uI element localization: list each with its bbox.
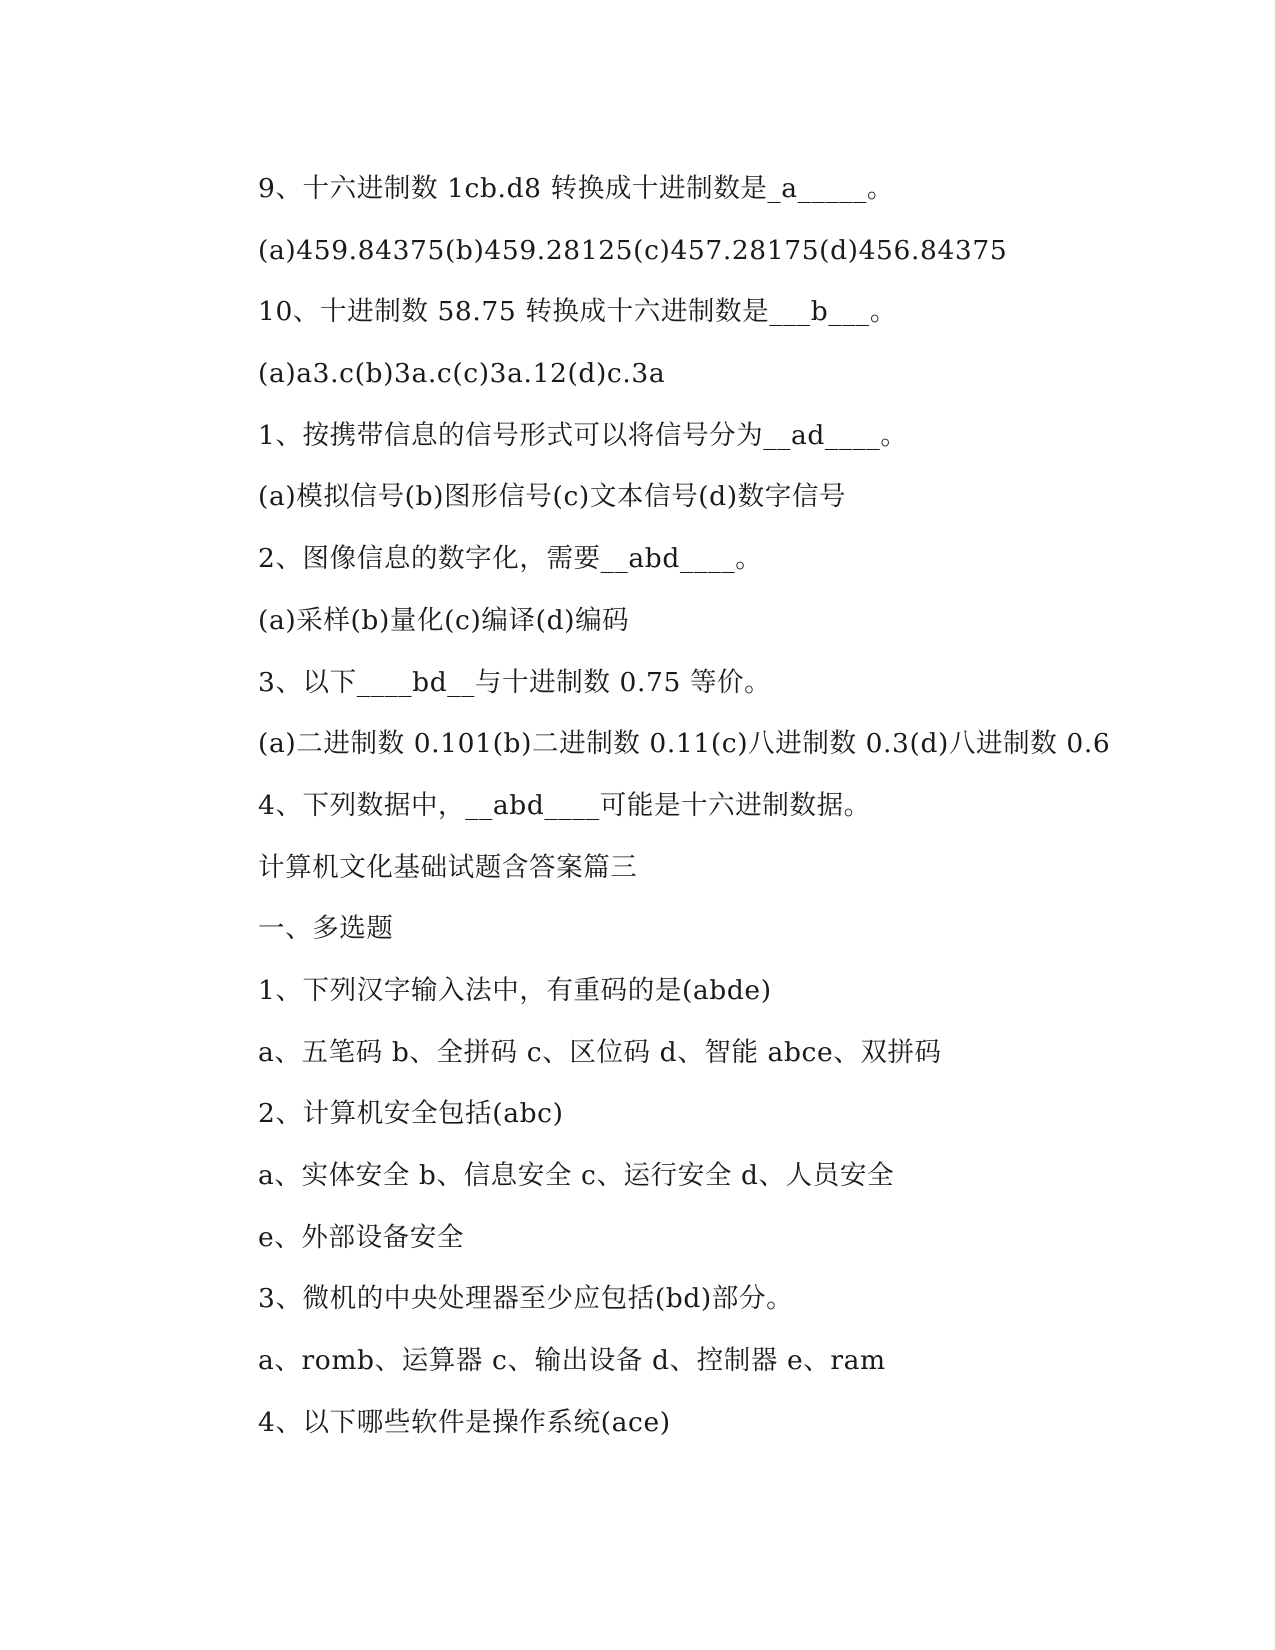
section-subtitle-multiple-choice: 一、多选题 bbox=[258, 913, 394, 945]
p3-question-4-operating-systems: 4、以下哪些软件是操作系统(ace) bbox=[258, 1406, 671, 1438]
multi-question-2-options: (a)采样(b)量化(c)编译(d)编码 bbox=[258, 604, 630, 636]
p3-question-2-options: a、实体安全 b、信息安全 c、运行安全 d、人员安全 bbox=[258, 1160, 895, 1191]
p3-question-3-options: a、romb、运算器 c、输出设备 d、控制器 e、ram bbox=[258, 1345, 886, 1377]
p3-question-1-input-methods: 1、下列汉字输入法中，有重码的是(abde) bbox=[258, 974, 772, 1006]
question-10-options: (a)a3.c(b)3a.c(c)3a.12(d)c.3a bbox=[258, 358, 666, 390]
question-9-options: (a)459.84375(b)459.28125(c)457.28175(d)456.84375 bbox=[258, 234, 1008, 266]
p3-question-3-cpu-parts: 3、微机的中央处理器至少应包括(bd)部分。 bbox=[258, 1283, 794, 1315]
multi-question-4-hex-data: 4、下列数据中，__abd____可能是十六进制数据。 bbox=[258, 789, 871, 821]
p3-question-2-options-continued: e、外部设备安全 bbox=[258, 1221, 464, 1253]
section-title: 计算机文化基础试题含答案篇三 bbox=[258, 851, 638, 883]
p3-question-2-computer-security: 2、计算机安全包括(abc) bbox=[258, 1098, 564, 1130]
multi-question-1-options: (a)模拟信号(b)图形信号(c)文本信号(d)数字信号 bbox=[258, 481, 847, 513]
p3-question-1-options: a、五笔码 b、全拼码 c、区位码 d、智能 abce、双拼码 bbox=[258, 1036, 942, 1068]
document-body bbox=[258, 158, 1218, 1453]
multi-question-3-options: (a)二进制数 0.101(b)二进制数 0.11(c)八进制数 0.3(d)八进制数 0.6 bbox=[258, 728, 1111, 760]
multi-question-1-signal-forms: 1、按携带信息的信号形式可以将信号分为__ad____。 bbox=[258, 419, 908, 451]
multi-question-2-image-digitization: 2、图像信息的数字化，需要__abd____。 bbox=[258, 543, 763, 575]
question-9-hex-to-decimal: 9、十六进制数 1cb.d8 转换成十进制数是_a_____。 bbox=[258, 173, 895, 204]
question-10-decimal-to-hex: 10、十进制数 58.75 转换成十六进制数是___b___。 bbox=[258, 296, 897, 328]
multi-question-3-equivalent-values: 3、以下____bd__与十进制数 0.75 等价。 bbox=[258, 666, 772, 698]
